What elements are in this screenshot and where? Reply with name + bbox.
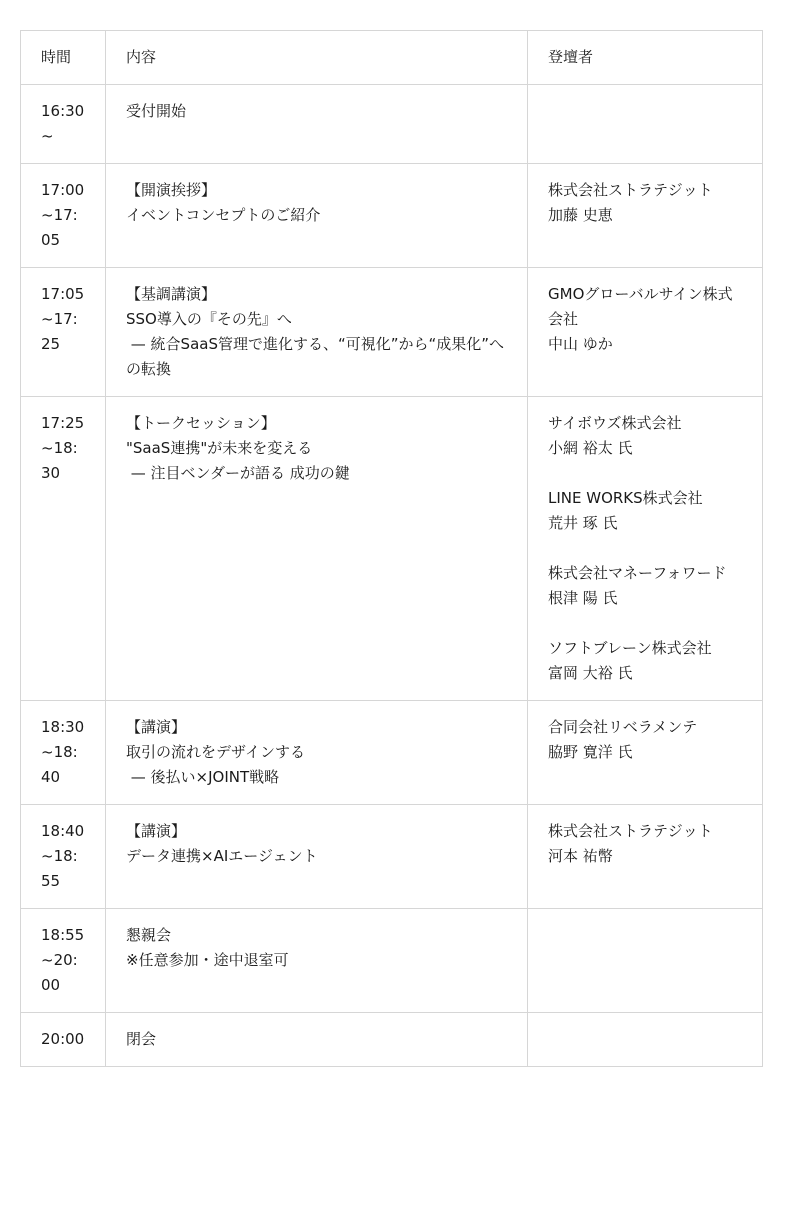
- content-line: "SaaS連携"が未来を変える: [126, 439, 313, 457]
- content-line: 【トークセッション】: [126, 414, 276, 432]
- speaker-entry: [548, 282, 742, 357]
- speaker-name: 河本 祐幣: [548, 847, 613, 865]
- content-cell: [106, 1013, 528, 1067]
- content-line: 受付開始: [126, 102, 187, 120]
- content-cell: [106, 805, 528, 909]
- content-line: 懇親会: [126, 926, 172, 944]
- speaker-company: 株式会社ストラテジット: [548, 822, 713, 840]
- speaker-entry: [548, 636, 742, 686]
- table-row: [21, 85, 763, 164]
- table-row: [21, 1013, 763, 1067]
- header-time: 時間: [21, 31, 106, 85]
- content-line: 【開演挨拶】: [126, 181, 217, 199]
- table-row: [21, 164, 763, 268]
- speaker-company: 合同会社リベラメンテ: [548, 718, 698, 736]
- content-line: 【基調講演】: [126, 285, 217, 303]
- content-line: 【講演】: [126, 822, 187, 840]
- content-line: — 後払い×JOINT戦略: [126, 768, 280, 786]
- content-line: イベントコンセプトのご紹介: [126, 206, 321, 224]
- time-cell: 17:25~18:30: [21, 397, 106, 701]
- table-row: [21, 701, 763, 805]
- speaker-entry: [548, 411, 742, 461]
- speaker-cell: [528, 397, 763, 701]
- content-cell: [106, 164, 528, 268]
- time-cell: 18:40~18:55: [21, 805, 106, 909]
- content-line: 閉会: [126, 1030, 157, 1048]
- time-cell: 20:00: [21, 1013, 106, 1067]
- speaker-spacer: [548, 536, 742, 561]
- speaker-cell: [528, 1013, 763, 1067]
- header-speaker: 登壇者: [528, 31, 763, 85]
- time-cell: 17:00~17:05: [21, 164, 106, 268]
- speaker-cell: [528, 85, 763, 164]
- schedule-table: [20, 30, 763, 1067]
- time-cell: 16:30~: [21, 85, 106, 164]
- speaker-entry: [548, 715, 742, 765]
- speaker-cell: [528, 701, 763, 805]
- schedule-container: [20, 30, 762, 1067]
- speaker-name: 小網 裕太 氏: [548, 439, 633, 457]
- speaker-company: サイボウズ株式会社: [548, 414, 682, 432]
- content-cell: [106, 701, 528, 805]
- time-cell: 17:05~17:25: [21, 268, 106, 397]
- speaker-company: 株式会社ストラテジット: [548, 181, 713, 199]
- speaker-name: 加藤 史恵: [548, 206, 613, 224]
- time-cell: 18:55~20:00: [21, 909, 106, 1013]
- content-line: データ連携×AIエージェント: [126, 847, 318, 865]
- content-line: — 注目ベンダーが語る 成功の鍵: [126, 464, 350, 482]
- speaker-cell: [528, 805, 763, 909]
- content-cell: [106, 85, 528, 164]
- header-content: 内容: [106, 31, 528, 85]
- speaker-company: ソフトブレーン株式会社: [548, 639, 712, 657]
- table-row: [21, 268, 763, 397]
- speaker-cell: [528, 909, 763, 1013]
- speaker-entry: [548, 561, 742, 611]
- speaker-company: 株式会社マネーフォワード: [548, 564, 727, 582]
- table-row: [21, 909, 763, 1013]
- speaker-name: 中山 ゆか: [548, 335, 613, 353]
- table-row: [21, 397, 763, 701]
- content-line: — 統合SaaS管理で進化する、“可視化”から“成果化”への転換: [126, 335, 505, 378]
- speaker-entry: [548, 819, 742, 869]
- speaker-name: 根津 陽 氏: [548, 589, 618, 607]
- speaker-name: 脇野 寛洋 氏: [548, 743, 633, 761]
- speaker-spacer: [548, 611, 742, 636]
- speaker-company: LINE WORKS株式会社: [548, 489, 703, 507]
- speaker-cell: [528, 268, 763, 397]
- content-cell: [106, 268, 528, 397]
- speaker-spacer: [548, 461, 742, 486]
- table-row: [21, 805, 763, 909]
- speaker-name: 富岡 大裕 氏: [548, 664, 633, 682]
- content-line: ※任意参加・途中退室可: [126, 951, 289, 969]
- content-cell: [106, 909, 528, 1013]
- speaker-name: 荒井 琢 氏: [548, 514, 618, 532]
- speaker-entry: [548, 178, 742, 228]
- speaker-cell: [528, 164, 763, 268]
- schedule-body: [21, 85, 763, 1067]
- table-header-row: [21, 31, 763, 85]
- content-line: 【講演】: [126, 718, 187, 736]
- content-cell: [106, 397, 528, 701]
- speaker-entry: [548, 486, 742, 536]
- time-cell: 18:30~18:40: [21, 701, 106, 805]
- content-line: SSO導入の『その先』へ: [126, 310, 292, 328]
- content-line: 取引の流れをデザインする: [126, 743, 305, 761]
- speaker-company: GMOグローバルサイン株式会社: [548, 285, 733, 328]
